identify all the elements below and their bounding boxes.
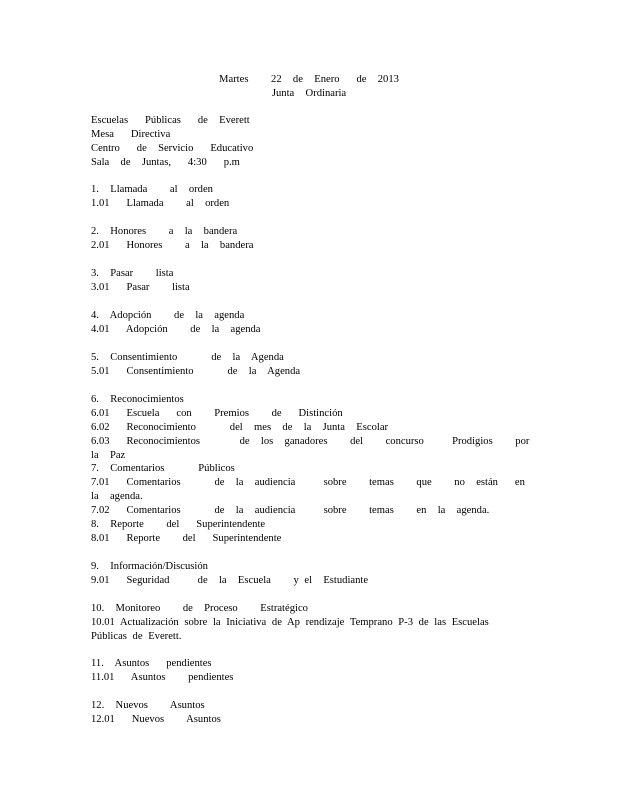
section-title: 12. Nuevos Asuntos (91, 700, 205, 711)
agenda-item: 6.03 Reconocimientos de los ganadores del concurso Prodigios por la Paz (91, 436, 541, 461)
agenda-section-4 (91, 309, 531, 337)
agenda-section-1 (91, 183, 531, 211)
agenda-item: 4.01 Adopción de la agenda (91, 324, 261, 335)
section-title: 4. Adopción de la agenda (91, 310, 245, 321)
agenda-item: 12.01 Nuevos Asuntos (91, 714, 221, 725)
agenda-item: 7.02 Comentarios de la audiencia sobre temas en la agenda. (91, 505, 490, 516)
agenda-item: 2.01 Honores a la bandera (91, 240, 254, 251)
organization-info (91, 114, 531, 170)
board-name: Mesa Directiva (91, 129, 171, 140)
agenda-item: 3.01 Pasar lista (91, 282, 190, 293)
agenda-item: 8.01 Reporte del Superintendente (91, 533, 282, 544)
section-title: 2. Honores a la bandera (91, 226, 238, 237)
district-name: Escuelas Públicas de Everett (91, 115, 250, 126)
agenda-section-10 (91, 602, 511, 644)
section-title: 1. Llamada al orden (91, 184, 213, 195)
agenda-section-5 (91, 351, 531, 379)
agenda-item: 9.01 Seguridad de la Escuela y el Estudiante (91, 575, 369, 586)
agenda-section-6 (91, 393, 541, 463)
agenda-item: 5.01 Consentimiento de la Agenda (91, 366, 301, 377)
section-title: 10. Monitoreo de Proceso Estratégico (91, 603, 308, 614)
agenda-section-7 (91, 462, 537, 518)
agenda-item: 6.01 Escuela con Premios de Distinción (91, 408, 343, 419)
agenda-item: 7.01 Comentarios de la audiencia sobre temas que no están en la agenda. (91, 477, 537, 502)
document-header (0, 73, 618, 101)
agenda-section-11 (91, 657, 531, 685)
section-title: 8. Reporte del Superintendente (91, 519, 266, 530)
section-title: 9. Información/Discusión (91, 561, 208, 572)
agenda-section-8 (91, 518, 531, 546)
section-title: 3. Pasar lista (91, 268, 174, 279)
agenda-item: 6.02 Reconocimiento del mes de la Junta Escolar (91, 422, 389, 433)
section-title: 11. Asuntos pendientes (91, 658, 212, 669)
agenda-section-12 (91, 699, 531, 727)
agenda-section-9 (91, 560, 531, 588)
meeting-date: Martes 22 de Enero de 2013 (219, 74, 399, 85)
venue-name: Centro de Servicio Educativo (91, 143, 254, 154)
section-title: 7. Comentarios Públicos (91, 463, 235, 474)
agenda-item: 1.01 Llamada al orden (91, 198, 230, 209)
section-title: 6. Reconocimientos (91, 394, 184, 405)
agenda-section-3 (91, 267, 531, 295)
agenda-item: 11.01 Asuntos pendientes (91, 672, 234, 683)
section-title: 5. Consentimiento de la Agenda (91, 352, 284, 363)
agenda-item: 10.01 Actualización sobre la Iniciativa de Ap rendizaje Temprano P-3 de las Escuelas Públicas de Everett. (91, 617, 489, 642)
meeting-type: Junta Ordinaria (271, 88, 347, 99)
room-time: Sala de Juntas, 4:30 p.m (91, 157, 240, 168)
agenda-section-2 (91, 225, 531, 253)
